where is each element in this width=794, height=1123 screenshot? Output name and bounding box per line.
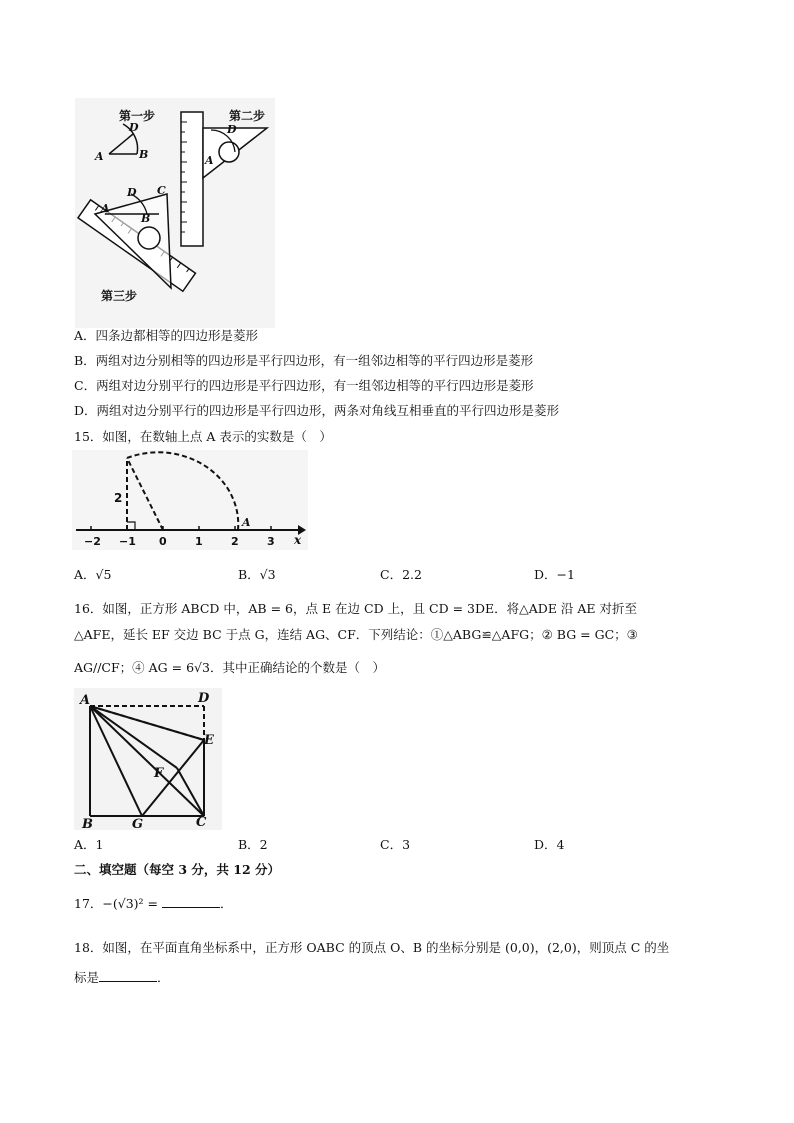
q16-square-figure xyxy=(74,688,222,830)
q17-suffix: ． xyxy=(220,896,233,911)
q16-stem-line-1: 16．如图，正方形 ABCD 中，AB = 6，点 E 在边 CD 上，且 CD = 3DE．将△ADE 沿 AE 对折至 xyxy=(74,601,638,616)
q15-option-d: D．−1 xyxy=(534,567,575,582)
q14-step1-D: D xyxy=(129,121,139,134)
q15-option-a: A．√5 xyxy=(74,567,112,582)
q15-tick-label: 0 xyxy=(159,535,167,548)
q16-label-g: G xyxy=(132,817,144,830)
q15-option-c: C．2.2 xyxy=(380,567,422,582)
q14-option-b: B．两组对边分别相等的四边形是平行四边形，有一组邻边相等的平行四边形是菱形 xyxy=(74,353,534,368)
q15-tick-label: −1 xyxy=(119,535,136,548)
q16-option-b: B．2 xyxy=(238,837,268,852)
q18-prefix: 标是 xyxy=(74,970,100,985)
q14-figure xyxy=(75,98,275,328)
q15-tick-label: 2 xyxy=(231,535,239,548)
q16-stem-line-3: AG//CF；④ AG = 6√3．其中正确结论的个数是（ ） xyxy=(74,660,385,675)
q14-option-c: C．两组对边分别平行的四边形是平行四边形，有一组邻边相等的平行四边形是菱形 xyxy=(74,378,534,393)
q14-step1-A: A xyxy=(95,150,104,163)
q14-option-a: A．四条边都相等的四边形是菱形 xyxy=(74,328,259,343)
q15-tick-label: 1 xyxy=(195,535,203,548)
q18-answer-blank[interactable] xyxy=(99,969,157,982)
q18-line-1: 18．如图，在平面直角坐标系中，正方形 OABC 的顶点 O、B 的坐标分别是 (0,0)，(2,0)，则顶点 C 的坐 xyxy=(74,940,670,955)
q17-line xyxy=(74,895,233,913)
q14-step3-B: B xyxy=(141,212,151,225)
q16-label-b: B xyxy=(82,817,93,830)
q15-tick-label: 3 xyxy=(267,535,275,548)
q14-step1-label: 第一步 xyxy=(119,109,156,123)
q15-point-a-label: A xyxy=(242,516,251,529)
q17-prefix: 17．−(√3)² = xyxy=(74,896,159,911)
q15-stem: 15．如图，在数轴上点 A 表示的实数是（ ） xyxy=(74,429,332,444)
q16-label-c: C xyxy=(196,815,207,830)
q16-label-a: A xyxy=(80,693,91,708)
q15-height-label: 2 xyxy=(114,491,123,505)
q14-step1-B: B xyxy=(139,148,149,161)
q16-stem-line-2: △AFE，延长 EF 交边 BC 于点 G，连结 AG、CF．下列结论：①△ABG≌△AFG；② BG = GC；③ xyxy=(74,627,638,642)
q18-suffix: ． xyxy=(157,970,170,985)
q16-option-d: D．4 xyxy=(534,837,565,852)
q16-label-d: D xyxy=(198,691,210,706)
q14-step3-A: A xyxy=(101,202,110,215)
q15-option-b: B．√3 xyxy=(238,567,276,582)
q16-label-e: E xyxy=(204,733,214,748)
q14-step3-label: 第三步 xyxy=(101,289,138,303)
q18-line-2 xyxy=(74,969,170,987)
q14-option-d: D．两组对边分别平行的四边形是平行四边形，两条对角线互相垂直的平行四边形是菱形 xyxy=(74,403,560,418)
q14-step2-A: A xyxy=(205,154,214,167)
section-2-title: 二、填空题（每空 3 分，共 12 分） xyxy=(74,862,281,877)
q14-step2-D: D xyxy=(227,123,237,136)
q14-step3-C: C xyxy=(157,184,166,197)
q15-tick-label: −2 xyxy=(84,535,101,548)
q17-answer-blank[interactable] xyxy=(162,895,220,908)
q16-option-a: A．1 xyxy=(74,837,104,852)
q16-label-f: F xyxy=(154,766,164,781)
q14-step2-label: 第二步 xyxy=(229,109,266,123)
q14-step3-D: D xyxy=(127,186,137,199)
q15-number-line-figure xyxy=(72,450,308,550)
q16-option-c: C．3 xyxy=(380,837,411,852)
q15-axis-label: x xyxy=(294,533,302,547)
